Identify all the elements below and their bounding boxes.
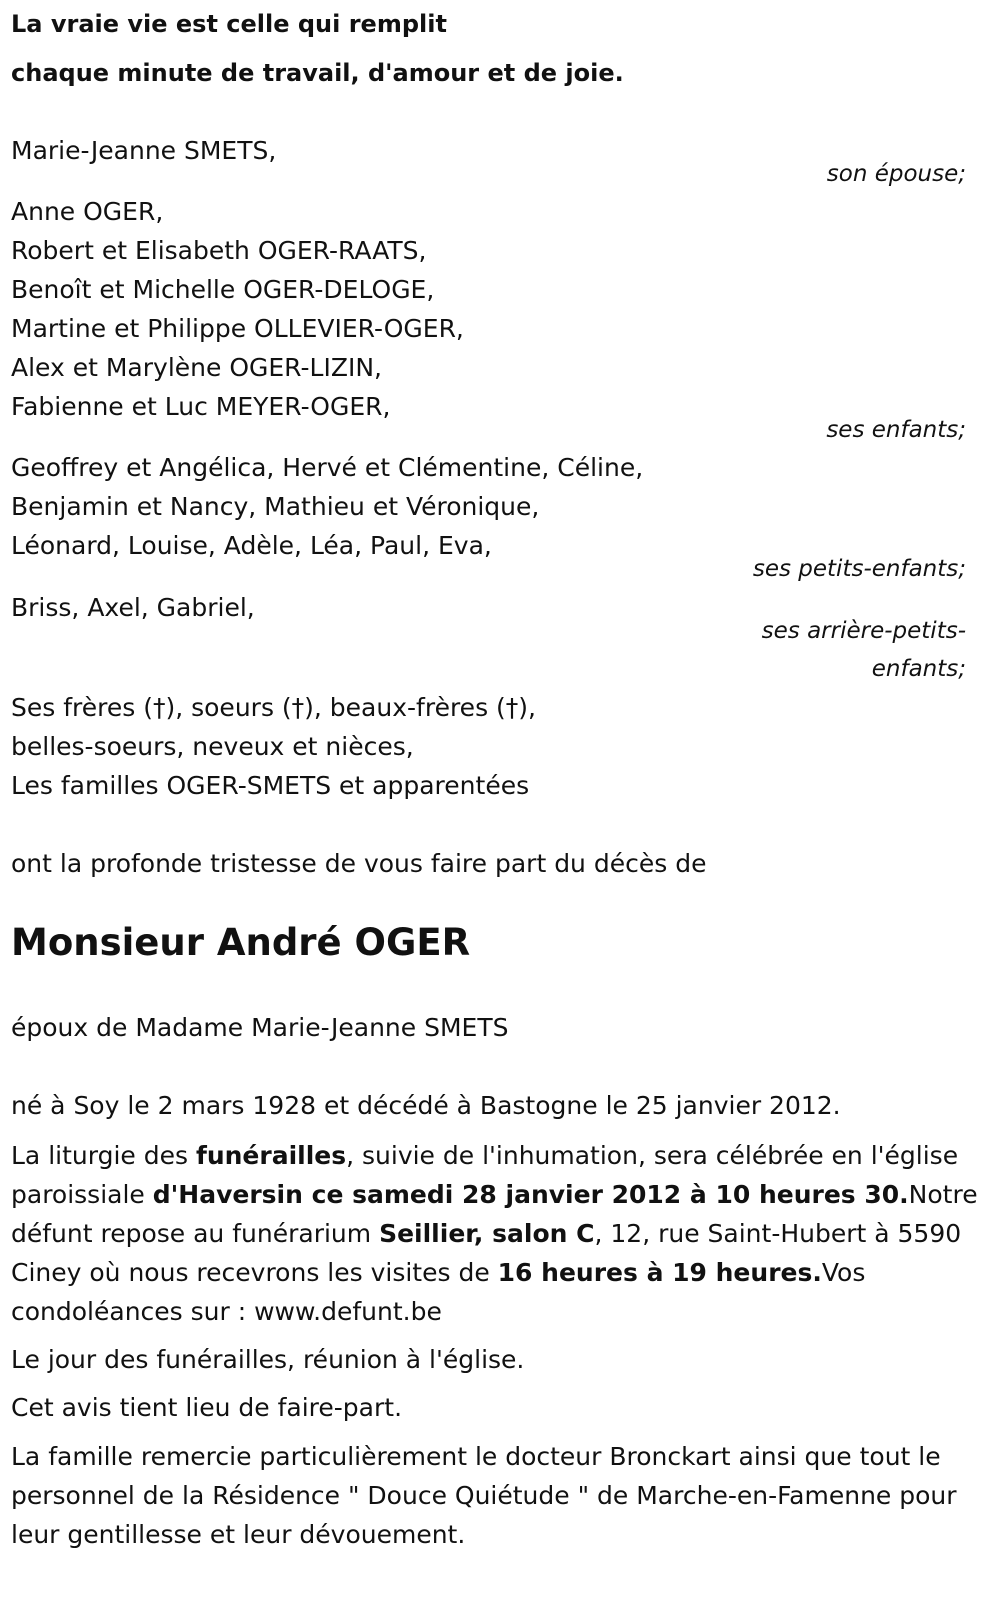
epigraph-line-1: La vraie vie est celle qui remplit [11, 10, 447, 38]
epigraph-line-2: chaque minute de travail, d'amour et de joie. [11, 59, 624, 87]
child-name: Alex et Marylène OGER-LIZIN, [11, 353, 382, 382]
funeral-paragraph [11, 1136, 996, 1331]
deceased-name: Monsieur André OGER [11, 921, 471, 964]
spouse-name: Marie-Jeanne SMETS, [11, 136, 277, 165]
family-line: Ses frères (†), soeurs (†), beaux-frères (†), [11, 693, 536, 722]
children-role: ses enfants; [826, 417, 966, 443]
notice-text: Cet avis tient lieu de faire-part. [11, 1393, 403, 1422]
child-name: Martine et Philippe OLLEVIER-OGER, [11, 314, 464, 343]
funeral-bold-2: d'Haversin ce samedi 28 janvier 2012 à 10 heures 30. [152, 1180, 909, 1209]
grandchildren-role: ses petits-enfants; [752, 556, 966, 582]
child-name: Anne OGER, [11, 197, 164, 226]
funeral-text-1: La liturgie des [11, 1141, 196, 1170]
child-name: Fabienne et Luc MEYER-OGER, [11, 392, 391, 421]
thanks-paragraph: La famille remercie particulièrement le docteur Bronckart ainsi que tout le personnel de la Résidence " Douce Quiétude " de Marche-en-Famenne pour leur gentillesse et leur dévouement. [11, 1442, 957, 1549]
funeral-text-5: Vos condoléances sur : www.defunt.be [11, 1258, 866, 1326]
funeral-text-3: Notre défunt repose au funérarium [11, 1180, 978, 1248]
funeral-bold-3: Seillier, salon C [379, 1219, 595, 1248]
funeral-text-2: , suivie de l'inhumation, sera célébrée en l'église paroissiale [11, 1141, 959, 1209]
child-name: Robert et Elisabeth OGER-RAATS, [11, 236, 427, 265]
family-line: Les familles OGER-SMETS et apparentées [11, 771, 530, 800]
great-grandchildren-role-line-1: ses arrière-petits- [761, 618, 966, 644]
gathering-text: Le jour des funérailles, réunion à l'église. [11, 1345, 525, 1374]
funeral-bold-4: 16 heures à 19 heures. [497, 1258, 822, 1287]
great-grandchildren-names: Briss, Axel, Gabriel, [11, 593, 255, 622]
family-line: belles-soeurs, neveux et nièces, [11, 732, 414, 761]
funeral-bold-1: funérailles [195, 1141, 347, 1170]
grandchildren-line: Léonard, Louise, Adèle, Léa, Paul, Eva, [11, 531, 492, 560]
grandchildren-line: Benjamin et Nancy, Mathieu et Véronique, [11, 492, 540, 521]
spouse-role: son épouse; [826, 161, 966, 187]
spouse-of: époux de Madame Marie-Jeanne SMETS [11, 1013, 509, 1042]
funeral-text-4: , 12, rue Saint-Hubert à 5590 Ciney où nous recevrons les visites de [11, 1219, 962, 1287]
grandchildren-line: Geoffrey et Angélica, Hervé et Clémentine, Céline, [11, 453, 644, 482]
great-grandchildren-role-line-2: enfants; [871, 656, 966, 682]
birth-death: né à Soy le 2 mars 1928 et décédé à Bastogne le 25 janvier 2012. [11, 1091, 841, 1120]
child-name: Benoît et Michelle OGER-DELOGE, [11, 275, 435, 304]
announcement: ont la profonde tristesse de vous faire part du décès de [11, 849, 707, 878]
